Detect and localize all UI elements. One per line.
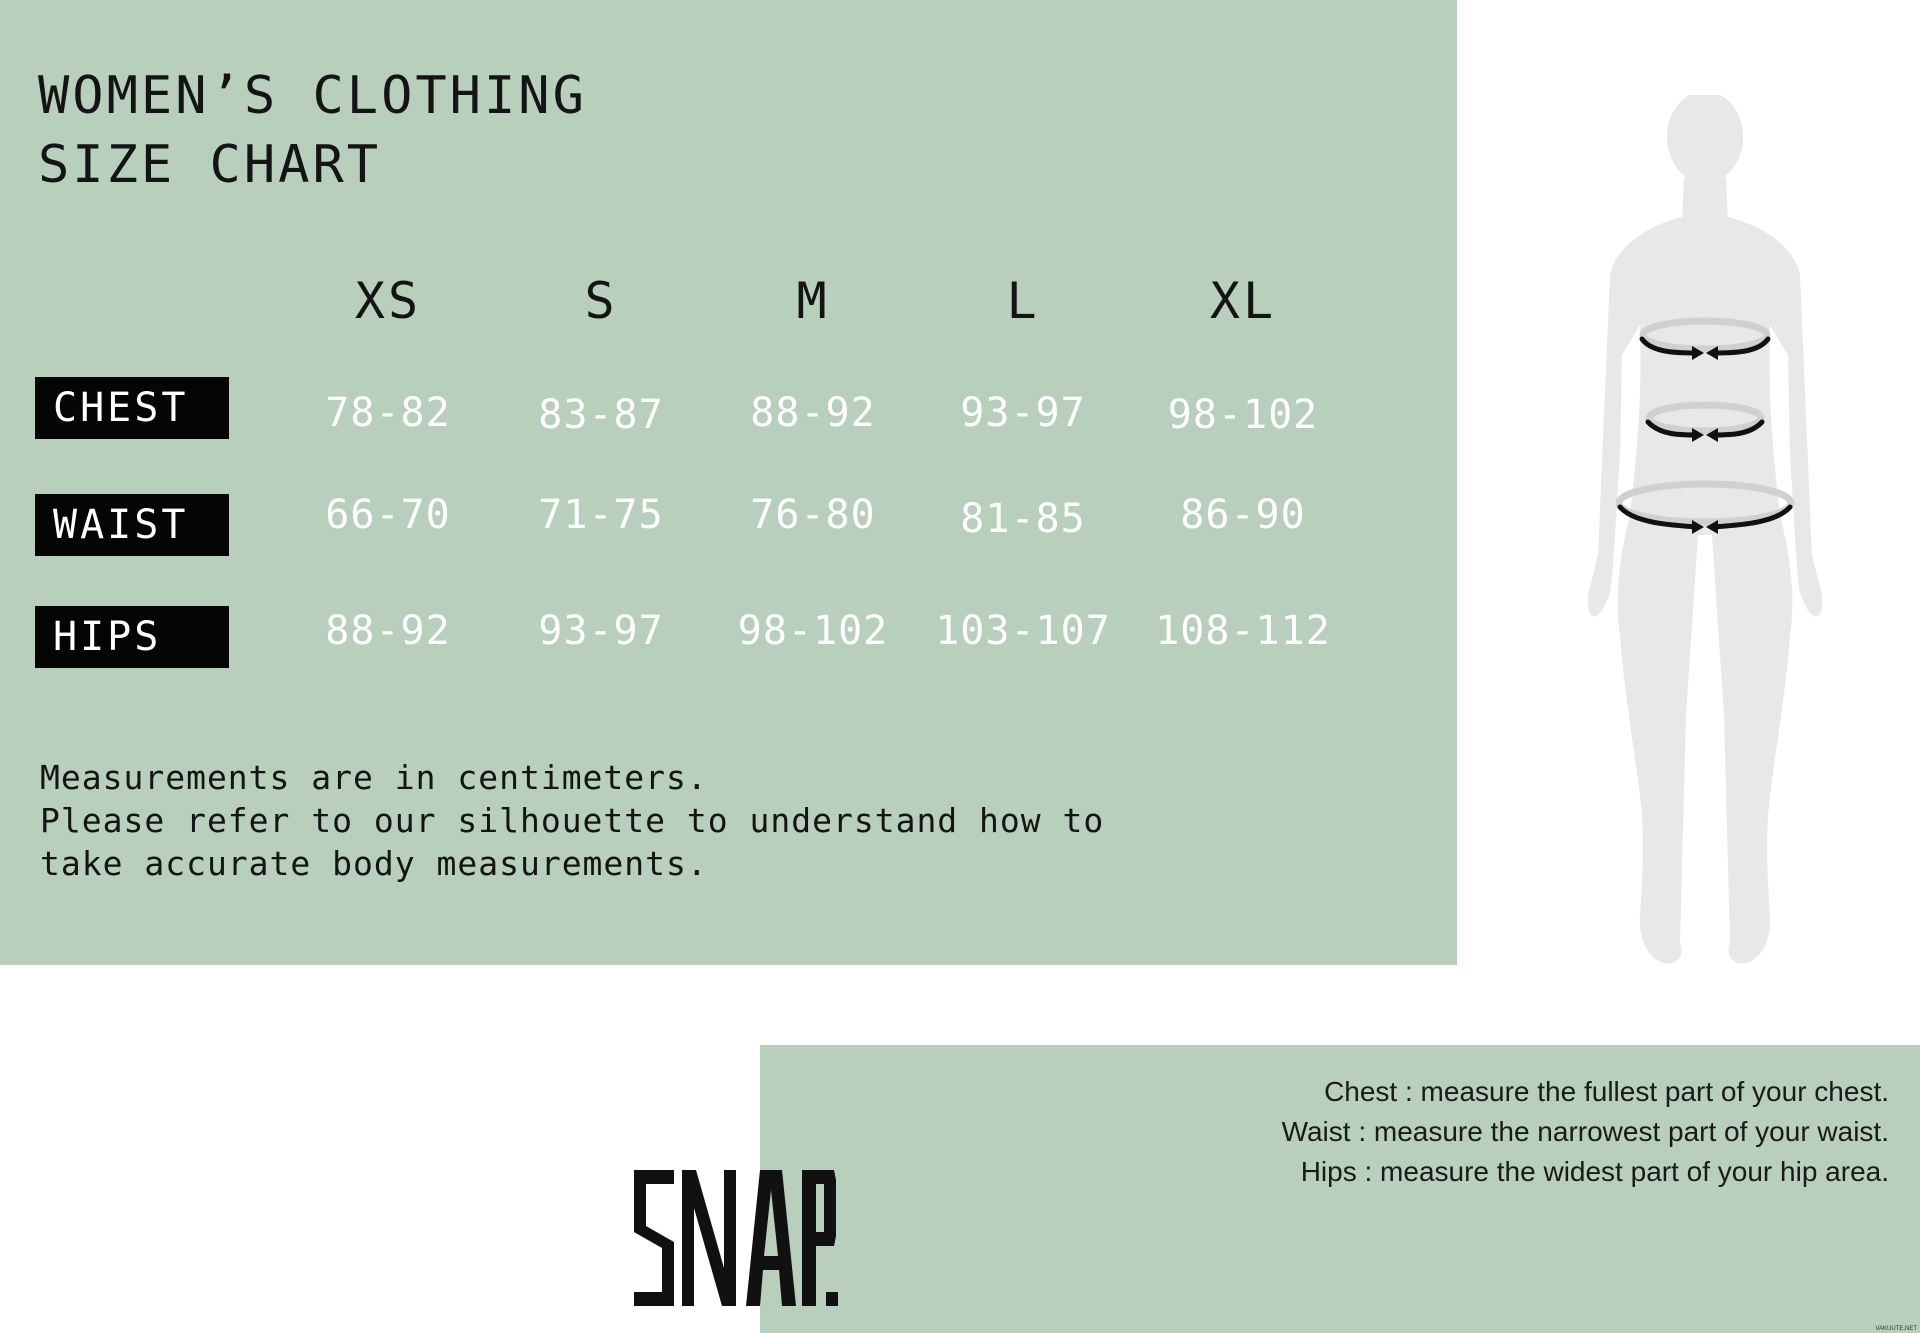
table-cell: 93-97 <box>960 390 1086 436</box>
size-header-m: M <box>796 272 830 330</box>
row-label-waist: WAIST <box>35 494 229 556</box>
table-cell: 98-102 <box>1167 392 1319 438</box>
table-cell: 103-107 <box>935 608 1111 654</box>
table-cell: 81-85 <box>960 496 1086 542</box>
table-cell: 88-92 <box>750 390 876 436</box>
table-cell: 88-92 <box>325 608 451 654</box>
row-label-hips: HIPS <box>35 606 229 668</box>
table-cell: 86-90 <box>1180 492 1306 538</box>
table-cell: 83-87 <box>538 392 664 438</box>
table-cell: 71-75 <box>538 492 664 538</box>
table-cell: 98-102 <box>737 608 889 654</box>
size-header-l: L <box>1006 272 1040 330</box>
guide-chest: Chest : measure the fullest part of your chest. <box>1324 1076 1889 1107</box>
page-title <box>38 62 587 200</box>
size-header-xl: XL <box>1209 272 1277 330</box>
title-line-1: WOMEN’S CLOTHING <box>38 66 587 126</box>
body-silhouette <box>1580 95 1830 975</box>
note-line-3: take accurate body measurements. <box>40 844 708 883</box>
row-label-chest: CHEST <box>35 377 229 439</box>
table-cell: 78-82 <box>325 390 451 436</box>
size-header-xs: XS <box>354 272 422 330</box>
measurement-guide <box>1282 1072 1889 1192</box>
guide-hips: Hips : measure the widest part of your hip area. <box>1300 1156 1889 1187</box>
table-cell: 76-80 <box>750 492 876 538</box>
size-header-s: S <box>584 272 618 330</box>
snap-logo <box>632 1170 838 1306</box>
table-cell: 66-70 <box>325 492 451 538</box>
note-line-1: Measurements are in centimeters. <box>40 758 708 797</box>
measurement-note <box>40 756 1104 885</box>
table-cell: 108-112 <box>1155 608 1331 654</box>
title-line-2: SIZE CHART <box>38 135 382 195</box>
table-cell: 93-97 <box>538 608 664 654</box>
credit-text: VAKUUTE.NET <box>1875 1326 1917 1332</box>
note-line-2: Please refer to our silhouette to understand how to <box>40 801 1105 840</box>
guide-waist: Waist : measure the narrowest part of your waist. <box>1281 1116 1889 1147</box>
